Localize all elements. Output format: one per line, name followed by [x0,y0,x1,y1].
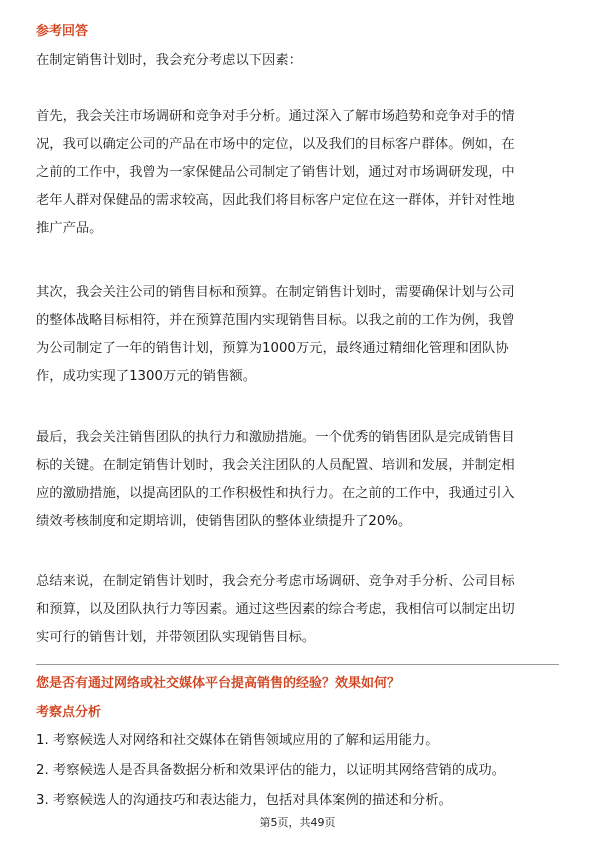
answer-paragraph-1 [36,103,559,243]
assessment-item: 2. 考察候选人是否具备数据分析和效果评估的能力，以证明其网络营销的成功。 [36,763,506,778]
paragraph-line: 首先，我会关注市场调研和竞争对手分析。通过深入了解市场趋势和竞争对手的情 [36,109,515,124]
paragraph-line: 其次，我会关注公司的销售目标和预算。在制定销售计划时，需要确保计划与公司 [36,285,515,300]
answer-paragraph-3 [36,424,559,536]
section-divider [36,664,559,665]
paragraph-line: 之前的工作中，我曾为一家保健品公司制定了销售计划，通过对市场调研发现，中 [36,165,515,180]
paragraph-line: 推广产品。 [36,221,103,236]
assessment-item: 1. 考察候选人对网络和社交媒体在销售领域应用的了解和运用能力。 [36,733,439,748]
paragraph-line: 况，我可以确定公司的产品在市场中的定位，以及我们的目标客户群体。例如，在 [36,137,515,152]
assessment-item: 3. 考察候选人的沟通技巧和表达能力，包括对具体案例的描述和分析。 [36,793,452,808]
paragraph-line: 为公司制定了一年的销售计划，预算为1000万元，最终通过精细化管理和团队协 [36,341,509,356]
paragraph-line: 和预算，以及团队执行力等因素。通过这些因素的综合考虑，我相信可以制定出切 [36,602,515,617]
paragraph-line: 的整体战略目标相符，并在预算范围内实现销售目标。以我之前的工作为例，我曾 [36,313,515,328]
answer-paragraph-2 [36,279,559,391]
paragraph-line: 应的激励措施，以提高团队的工作积极性和执行力。在之前的工作中，我通过引入 [36,486,515,501]
answer-intro [36,47,559,75]
answer-intro-line: 在制定销售计划时，我会充分考虑以下因素： [36,53,302,68]
assessment-heading: 考察点分析 [36,705,102,720]
next-question-heading: 您是否有通过网络或社交媒体平台提高销售的经验？效果如何？ [36,676,401,691]
paragraph-line: 最后，我会关注销售团队的执行力和激励措施。一个优秀的销售团队是完成销售目 [36,430,515,445]
answer-paragraph-4 [36,568,559,652]
paragraph-line: 绩效考核制度和定期培训，使销售团队的整体业绩提升了20%。 [36,514,412,529]
paragraph-line: 标的关键。在制定销售计划时，我会关注团队的人员配置、培训和发展，并制定相 [36,458,515,473]
paragraph-line: 老年人群对保健品的需求较高，因此我们将目标客户定位在这一群体，并针对性地 [36,193,515,208]
paragraph-line: 实可行的销售计划，并带领团队实现销售目标。 [36,630,316,645]
paragraph-line: 作，成功实现了1300万元的销售额。 [36,369,256,384]
reference-answer-heading: 参考回答 [36,24,89,39]
page-number-footer: 第5页，共49页 [259,816,336,829]
paragraph-line: 总结来说，在制定销售计划时，我会充分考虑市场调研、竞争对手分析、公司目标 [36,574,515,589]
